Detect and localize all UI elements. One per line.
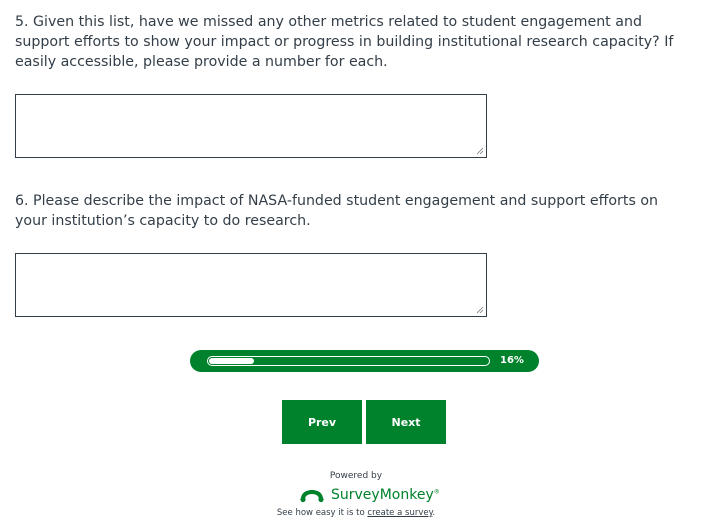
next-button[interactable]: Next	[366, 400, 446, 444]
resize-grip-icon[interactable]	[476, 147, 484, 155]
tagline-suffix: .	[432, 508, 436, 518]
prev-button[interactable]: Prev	[282, 400, 362, 444]
progress-fill	[209, 358, 254, 364]
powered-by-label: Powered by	[329, 471, 383, 481]
question-6	[15, 191, 690, 231]
progress-percent-label: 16%	[500, 355, 524, 366]
tagline	[0, 508, 712, 518]
resize-grip-icon[interactable]	[476, 306, 484, 314]
question-5	[15, 12, 690, 72]
surveymonkey-brand-text: SurveyMonkey®	[331, 487, 440, 503]
progress-bar	[190, 350, 539, 372]
question-5-text: 5. Given this list, have we missed any other metrics related to student engagement and support efforts to show your impact or progress in building institutional research capacity? If easily accessible, please provide a number for each.	[15, 14, 674, 70]
question-6-answer-textarea[interactable]	[15, 253, 487, 317]
surveymonkey-logo[interactable]	[299, 485, 440, 505]
progress-track	[207, 356, 490, 366]
tagline-prefix: See how easy it is to	[276, 508, 368, 518]
question-5-answer-textarea[interactable]	[15, 94, 487, 158]
question-6-text: 6. Please describe the impact of NASA-funded student engagement and support efforts on your institution’s capacity to do research.	[15, 193, 659, 229]
surveymonkey-logo-icon	[299, 487, 325, 503]
create-survey-link[interactable]: create a survey	[367, 508, 433, 518]
